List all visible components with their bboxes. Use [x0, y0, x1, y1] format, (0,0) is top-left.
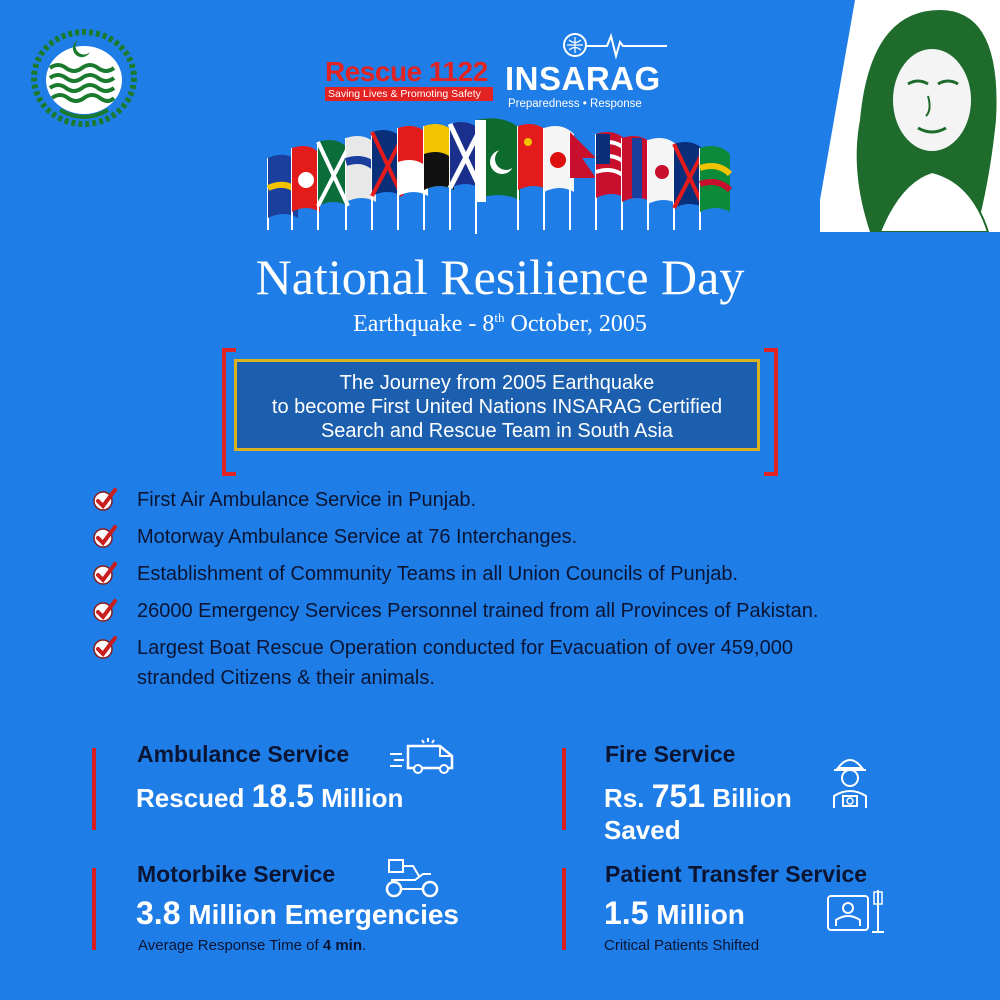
- right-bracket-decoration: [764, 348, 778, 476]
- achievement-text: Motorway Ambulance Service at 76 Interchanges.: [137, 526, 578, 548]
- subtitle-suffix: October, 2005: [504, 311, 647, 337]
- note-suffix: .: [362, 937, 367, 954]
- value-prefix: Rs.: [604, 783, 652, 813]
- international-flags-image: [262, 118, 740, 240]
- punjab-government-logo: [20, 22, 148, 134]
- checkmark-icon: [90, 597, 118, 625]
- list-item-continuation: [90, 663, 970, 693]
- subtitle-prefix: Earthquake - 8: [353, 311, 495, 337]
- rescue-logo-name: Rescue 1122: [325, 56, 488, 87]
- achievement-text: Establishment of Community Teams in all Union Councils of Punjab.: [137, 563, 739, 585]
- stat-accent-bar: [92, 868, 96, 950]
- value-suffix: Million Emergencies: [180, 899, 460, 930]
- ambulance-service-value: [136, 778, 403, 815]
- firefighter-icon: [830, 752, 870, 810]
- note-prefix: Average Response Time of: [138, 937, 323, 954]
- value-number: 1.5: [604, 895, 649, 931]
- ambulance-service-label: Ambulance Service: [137, 741, 350, 767]
- checkmark-icon: [90, 560, 118, 588]
- ambulance-icon: [388, 736, 466, 776]
- list-item: [90, 522, 970, 552]
- note-bold: 4 min: [322, 937, 363, 954]
- rescue-1122-logo: [325, 57, 493, 101]
- subtitle-ordinal: th: [494, 310, 505, 325]
- fire-service-value: [604, 778, 792, 815]
- motorbike-icon: [383, 858, 441, 898]
- page-title: National Resilience Day: [255, 249, 745, 305]
- patient-transfer-service-value: [604, 895, 745, 932]
- achievements-list: [90, 485, 970, 700]
- stat-accent-bar: [562, 868, 566, 950]
- motorbike-service-value: [136, 895, 459, 932]
- journey-line: to become First United Nations INSARAG Certified: [271, 396, 723, 418]
- insarag-logo-tagline: Preparedness • Response: [508, 98, 642, 110]
- achievement-text: 26000 Emergency Services Personnel trained from all Provinces of Pakistan.: [137, 600, 819, 622]
- achievement-text: Largest Boat Rescue Operation conducted for Evacuation of over 459,000: [137, 637, 793, 659]
- list-item: [90, 596, 970, 626]
- checkmark-icon: [90, 634, 118, 662]
- value-number: 18.5: [251, 778, 314, 814]
- rescue-logo-tagline: Saving Lives & Promoting Safety: [325, 87, 493, 101]
- value-prefix: Rescued: [136, 783, 252, 813]
- journey-line: Search and Rescue Team in South Asia: [320, 420, 674, 442]
- checkmark-icon: [90, 523, 118, 551]
- hospital-bed-icon: [826, 888, 888, 934]
- list-item: [90, 559, 970, 589]
- journey-box: [234, 359, 760, 451]
- value-suffix: Million: [313, 783, 404, 813]
- motorbike-service-note: [138, 937, 366, 954]
- checkmark-icon: [90, 486, 118, 514]
- stat-accent-bar: [562, 748, 566, 830]
- insarag-logo: [505, 30, 675, 115]
- value-number: 751: [651, 778, 706, 814]
- portrait-image: [820, 0, 1000, 232]
- value-suffix: Million: [648, 899, 745, 930]
- list-item: [90, 633, 970, 663]
- fire-service-value-line2: Saved: [604, 815, 681, 845]
- patient-transfer-service-label: Patient Transfer Service: [605, 861, 868, 887]
- value-suffix: Billion: [705, 783, 792, 813]
- achievement-text: First Air Ambulance Service in Punjab.: [137, 489, 477, 511]
- achievement-text: stranded Citizens & their animals.: [137, 667, 435, 689]
- insarag-logo-name: INSARAG: [505, 60, 661, 97]
- stat-accent-bar: [92, 748, 96, 830]
- value-number: 3.8: [136, 895, 181, 931]
- patient-transfer-service-note: Critical Patients Shifted: [604, 937, 760, 954]
- list-item: [90, 485, 970, 515]
- un-emblem-heartbeat-icon: [505, 30, 675, 64]
- page-subtitle: [0, 310, 1000, 338]
- journey-line: The Journey from 2005 Earthquake: [339, 372, 655, 394]
- fire-service-label: Fire Service: [605, 741, 736, 767]
- motorbike-service-label: Motorbike Service: [137, 861, 336, 887]
